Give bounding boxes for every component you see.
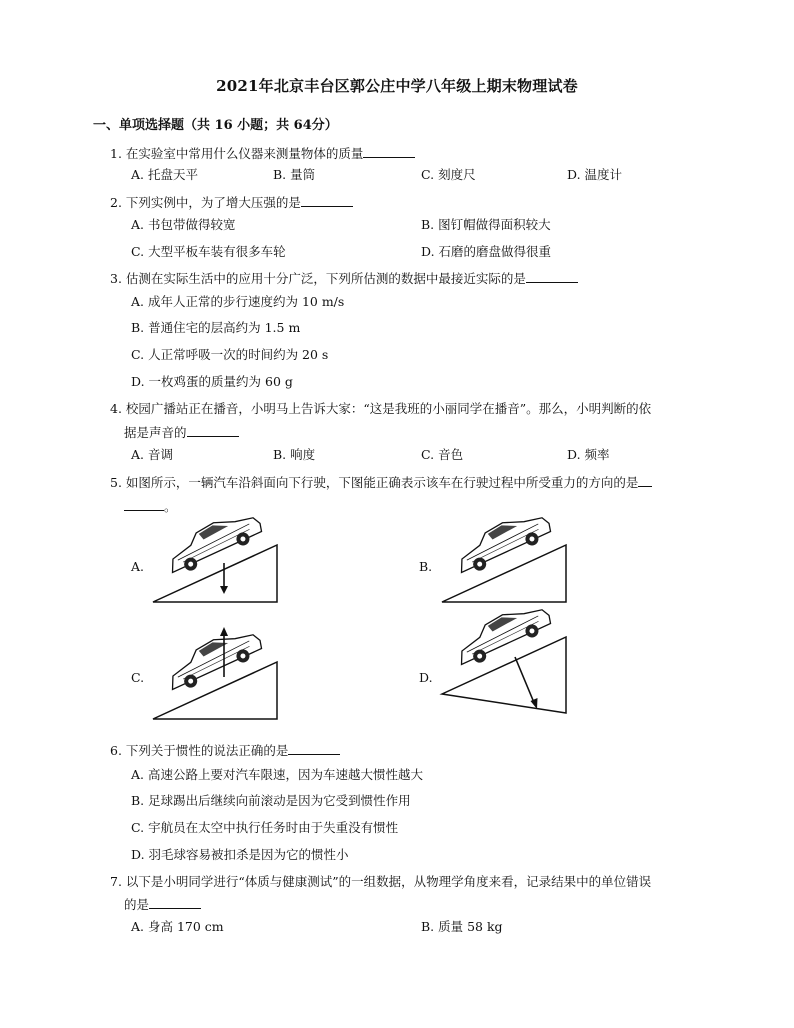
answer-blank [363,145,415,158]
figure-label-b: B. [419,559,433,574]
option-4a: A. 音调 [131,447,173,462]
question-4-cont [124,423,239,441]
option-1b: B. 量筒 [273,167,316,182]
question-7-cont [124,895,201,913]
option-4c: C. 音色 [421,447,464,462]
question-3 [110,269,578,287]
option-2c: C. 大型平板车装有很多车轮 [131,244,286,259]
question-5-stem: 5. 如图所示，一辆汽车沿斜面向下行驶，下图能正确表示该车在行驶过程中所受重力的方向的是 [110,475,639,490]
option-6c: C. 宇航员在太空中执行任务时由于失重没有惯性 [131,820,399,835]
option-4b: B. 响度 [273,447,316,462]
answer-blank [124,498,164,511]
question-3-stem: 3. 估测在实际生活中的应用十分广泛，下列所估测的数据中最接近实际的是 [110,271,526,286]
answer-blank [638,474,652,487]
option-7b: B. 质量 58 kg [421,919,503,934]
option-3a: A. 成年人正常的步行速度约为 10 m/s [131,294,345,309]
option-6b: B. 足球踢出后继续向前滚动是因为它受到惯性作用 [131,793,411,808]
answer-blank [149,896,201,909]
question-4: 4. 校园广播站正在播音，小明马上告诉大家：“这是我班的小丽同学在播音”。那么，小明判断的依 [110,401,652,416]
question-5-stem-end: 。 [164,499,177,514]
option-6a: A. 高速公路上要对汽车限速，因为车速越大惯性越大 [131,767,423,782]
figure-a-incline-car [148,525,283,607]
figure-label-d: D. [419,670,433,685]
option-2d: D. 石磨的磨盘做得很重 [421,244,552,259]
option-1d: D. 温度计 [567,167,623,182]
question-2-stem: 2. 下列实例中，为了增大压强的是 [110,195,301,210]
question-1 [110,144,415,162]
figure-b-incline-car [437,525,572,607]
figure-label-c: C. [131,670,145,685]
section-heading: 一、单项选择题（共 16 小题；共 64分） [93,118,338,133]
figure-d-incline-car [437,625,572,721]
question-5-cont [124,497,177,515]
option-1a: A. 托盘天平 [131,167,198,182]
answer-blank [301,194,353,207]
question-7: 7. 以下是小明同学进行“体质与健康测试”的一组数据，从物理学角度来看，记录结果中的单位错误 [110,874,652,889]
option-2a: A. 书包带做得较宽 [131,217,236,232]
car-icon [161,622,266,695]
option-4d: D. 频率 [567,447,610,462]
option-3b: B. 普通住宅的层高约为 1.5 m [131,320,301,335]
question-1-stem: 1. 在实验室中常用什么仪器来测量物体的质量 [110,146,364,161]
question-4-stem-cont: 据是声音的 [124,425,187,440]
answer-blank [288,742,340,755]
option-7a: A. 身高 170 cm [131,919,224,934]
answer-blank [526,270,578,283]
car-icon [161,505,266,578]
option-3c: C. 人正常呼吸一次的时间约为 20 s [131,347,329,362]
option-1c: C. 刻度尺 [421,167,476,182]
page-title: 2021年北京丰台区郭公庄中学八年级上期末物理试卷 [216,77,578,95]
option-3d: D. 一枚鸡蛋的质量约为 60 g [131,374,293,389]
question-6 [110,741,340,759]
option-2b: B. 图钉帽做得面积较大 [421,217,551,232]
figure-label-a: A. [131,559,145,574]
incline-triangle [442,637,566,713]
question-6-stem: 6. 下列关于惯性的说法正确的是 [110,743,289,758]
arrow-perpendicular [515,657,538,709]
question-7-stem-cont: 的是 [124,897,150,912]
option-6d: D. 羽毛球容易被扣杀是因为它的惯性小 [131,847,349,862]
answer-blank [187,424,239,437]
question-5 [110,473,652,491]
question-2 [110,193,353,211]
figure-c-incline-car [148,625,283,721]
car-icon [450,505,555,578]
car-icon [450,597,555,670]
